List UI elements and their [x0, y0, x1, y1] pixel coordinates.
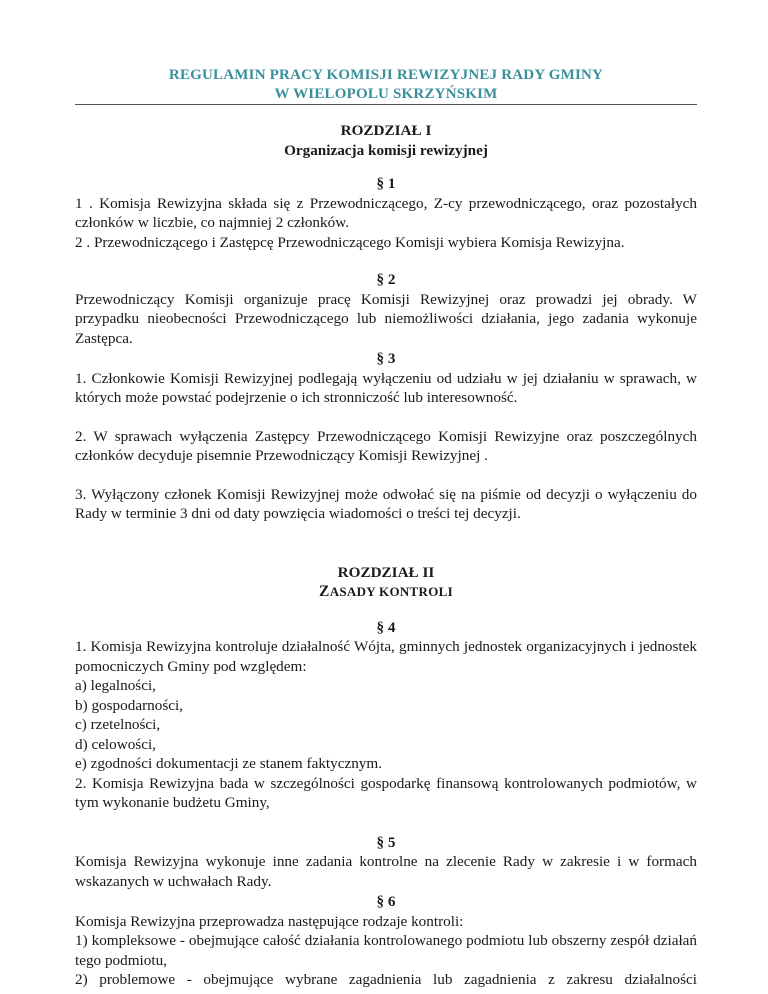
section-3-paragraph-3: 3. Wyłączony członek Komisji Rewizyjnej może odwołać się na piśmie od decyzji o wyłączeniu do Rady w terminie 3 dni od daty powzięcia wiadomości o treści tej decyzji.: [75, 485, 697, 522]
section-3-paragraph-2: 2. W sprawach wyłączenia Zastępcy Przewodniczącego Komisji Rewizyjne oraz poszczególnych członków decyduje pisemnie Przewodniczący Komisji Rewizyjnej .: [75, 427, 697, 464]
chapter-2-subheading: [75, 582, 697, 602]
section-3-paragraph-1: 1. Członkowie Komisji Rewizyjnej podlegają wyłączeniu od udziału w jej działaniu w sprawach, w których może powstać podejrzenie o ich stronniczość lub interesowność.: [75, 369, 697, 406]
title-line-2: W WIELOPOLU SKRZYŃSKIM: [274, 86, 498, 102]
section-2-label: § 2: [376, 271, 396, 288]
section-4-paragraph-2: 2. Komisja Rewizyjna bada w szczególności gospodarkę finansową kontrolowanych podmiotów, w tym wykonanie budżetu Gminy,: [75, 774, 697, 811]
section-5-label: § 5: [376, 833, 396, 851]
chapter-1-heading: ROZDZIAŁ I: [340, 122, 432, 139]
section-2-paragraph-1: Przewodniczący Komisji organizuje pracę Komisji Rewizyjnej oraz prowadzi jej obrady. W przypadku nieobecności Przewodniczącego lub niemożliwości działania, jego zadania wykonuje Zastępca.: [75, 290, 697, 347]
section-4-paragraph-1: 1. Komisja Rewizyjna kontroluje działalność Wójta, gminnych jednostek organizacyjnych i jednostek pomocniczych Gminy pod względem:: [75, 638, 697, 675]
chapter-2-subheading-rest: ASADY KONTROLI: [329, 584, 453, 599]
document-title: [75, 66, 697, 104]
chapter-2-heading: ROZDZIAŁ II: [337, 563, 435, 581]
section-4-item-b: b) gospodarności,: [75, 696, 183, 714]
section-6-paragraph-1: Komisja Rewizyjna przeprowadza następujące rodzaje kontroli:: [75, 912, 464, 930]
chapter-2-subheading-initial: Z: [319, 583, 330, 600]
section-1-paragraph-1: 1 . Komisja Rewizyjna składa się z Przewodniczącego, Z-cy przewodniczącego, oraz pozostałych członków w liczbie, co najmniej 2 członków.: [75, 194, 697, 231]
section-5-paragraph-1: Komisja Rewizyjna wykonuje inne zadania kontrolne na zlecenie Rady w zakresie i w formach wskazanych w uchwałach Rady.: [75, 853, 697, 890]
section-4-item-c: c) rzetelności,: [75, 716, 161, 733]
section-6-label: § 6: [376, 893, 396, 910]
section-1-paragraph-2: 2 . Przewodniczącego i Zastępcę Przewodniczącego Komisji wybiera Komisja Rewizyjna.: [75, 233, 625, 251]
section-6-paragraph-2: 1) kompleksowe - obejmujące całość działania kontrolowanego podmiotu lub obszerny zespół działań tego podmiotu,: [75, 932, 697, 969]
section-4-label: § 4: [376, 618, 396, 636]
chapter-1-subheading: Organizacja komisji rewizyjnej: [284, 141, 488, 159]
section-3-label: § 3: [376, 350, 396, 367]
section-4-item-a: a) legalności,: [75, 677, 156, 694]
section-6-paragraph-3: 2) problemowe - obejmujące wybrane zagadnienia lub zagadnienia z zakresu działalności: [75, 971, 697, 988]
document-body: [75, 121, 697, 990]
section-1-label: § 1: [376, 175, 396, 192]
title-line-1: REGULAMIN PRACY KOMISJI REWIZYJNEJ RADY GMINY: [168, 67, 604, 83]
section-4-item-d: d) celowości,: [75, 735, 156, 753]
section-4-item-e: e) zgodności dokumentacji ze stanem faktycznym.: [75, 755, 383, 772]
title-divider: [75, 104, 697, 105]
